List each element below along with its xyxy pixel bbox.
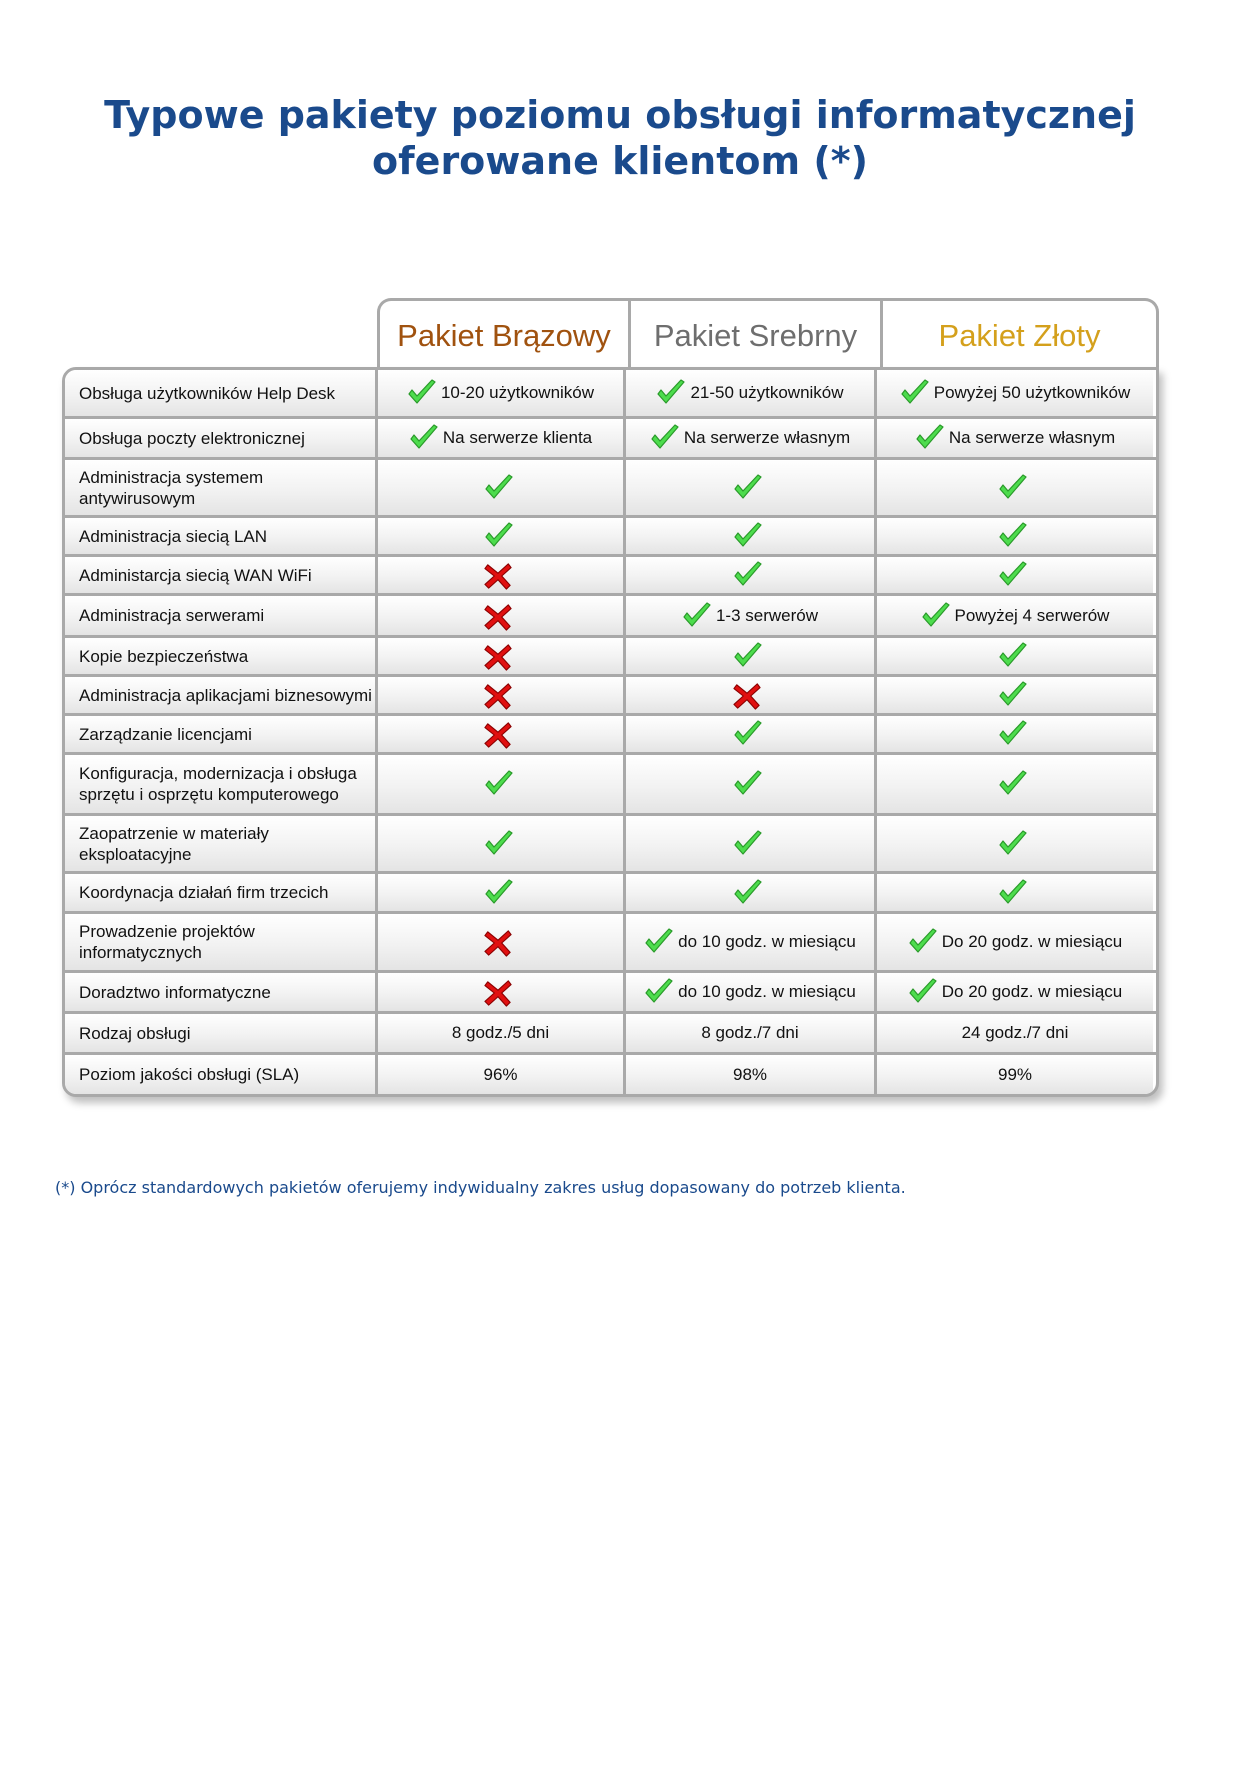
table-header (377, 298, 1159, 370)
green-check-icon (908, 928, 938, 956)
green-check-icon (733, 474, 763, 502)
cell-silver (626, 755, 877, 813)
cell-bronze (378, 518, 626, 554)
red-x-icon (484, 681, 514, 709)
table-row (65, 816, 1156, 874)
cell-silver (626, 816, 877, 871)
cell-bronze (378, 1014, 626, 1052)
green-check-icon (908, 978, 938, 1006)
red-x-icon (484, 602, 514, 630)
cell-bronze (378, 677, 626, 713)
cell-silver (626, 460, 877, 515)
header-silver: Pakiet Srebrny (653, 318, 858, 353)
table-row (65, 755, 1156, 816)
green-check-icon (733, 522, 763, 550)
row-label (65, 370, 378, 416)
green-check-icon (733, 720, 763, 748)
row-label-text: Zarządzanie licencjami (79, 724, 252, 744)
cell-text: Powyżej 50 użytkowników (933, 383, 1131, 402)
row-label (65, 1055, 378, 1094)
table-row (65, 596, 1156, 638)
row-label-text: Zaopatrzenie w materiały eksploatacyjne (79, 823, 269, 864)
green-check-icon (733, 879, 763, 907)
green-check-icon (682, 602, 712, 630)
green-check-icon (484, 830, 514, 858)
cell-bronze (378, 557, 626, 593)
row-label-text: Administracja systemem antywirusowym (79, 467, 264, 508)
cell-silver (626, 419, 877, 457)
cell-text: 24 godz./7 dni (961, 1023, 1069, 1042)
table-row (65, 460, 1156, 518)
red-x-icon (484, 720, 514, 748)
green-check-icon (656, 379, 686, 407)
row-label-text: Poziom jakości obsługi (SLA) (79, 1065, 300, 1084)
cell-text: 1-3 serwerów (715, 605, 819, 625)
green-check-icon (484, 474, 514, 502)
cell-gold (877, 370, 1153, 416)
cell-bronze (378, 1055, 626, 1094)
green-check-icon (733, 642, 763, 670)
row-label (65, 677, 378, 713)
green-check-icon (484, 770, 514, 798)
row-label (65, 460, 378, 515)
footnote: (*) Oprócz standardowych pakietów oferujemy indywidualny zakres usług dopasowany do potrzeb klienta. (55, 1178, 906, 1197)
cell-gold (877, 973, 1153, 1011)
table-row (65, 419, 1156, 460)
row-label (65, 596, 378, 635)
green-check-icon (900, 379, 930, 407)
cell-text: Na serwerze własnym (948, 428, 1116, 447)
title-line-1: Typowe pakiety poziomu obsługi informatycznej (104, 93, 1136, 137)
green-check-icon (998, 642, 1028, 670)
table-row (65, 557, 1156, 596)
table-row (65, 638, 1156, 677)
green-check-icon (915, 424, 945, 452)
row-label (65, 557, 378, 593)
green-check-icon (650, 424, 680, 452)
cell-silver (626, 370, 877, 416)
cell-bronze (378, 370, 626, 416)
row-label (65, 419, 378, 457)
cell-silver (626, 716, 877, 752)
cell-bronze (378, 973, 626, 1011)
green-check-icon (484, 522, 514, 550)
table-row (65, 518, 1156, 557)
cell-silver (626, 1014, 877, 1052)
row-label (65, 1014, 378, 1052)
cell-silver (626, 557, 877, 593)
green-check-icon (998, 879, 1028, 907)
cell-text: 99% (997, 1064, 1033, 1084)
cell-text: do 10 godz. w miesiącu (678, 932, 856, 951)
green-check-icon (998, 720, 1028, 748)
row-label-text: Administracja siecią LAN (79, 526, 268, 546)
cell-text: 96% (483, 1064, 518, 1084)
cell-silver (626, 638, 877, 674)
cell-bronze (378, 755, 626, 813)
cell-silver (626, 1055, 877, 1094)
cell-gold (877, 1014, 1153, 1052)
row-label-text: Administarcja siecią WAN WiFi (79, 565, 312, 585)
row-label-text: Rodzaj obsługi (79, 1023, 191, 1043)
row-label-text: Administracja aplikacjami biznesowymi (79, 685, 372, 705)
red-x-icon (484, 978, 514, 1006)
cell-gold (877, 677, 1153, 713)
red-x-icon (484, 642, 514, 670)
cell-gold (877, 755, 1153, 813)
table-body (62, 367, 1159, 1097)
cell-silver (626, 874, 877, 911)
cell-silver (626, 914, 877, 970)
cell-text: 8 godz./7 dni (701, 1023, 799, 1042)
cell-text: 10-20 użytkowników (440, 383, 595, 402)
cell-text: 21-50 użytkowników (690, 383, 844, 402)
row-label-text: Obsługa użytkowników Help Desk (79, 383, 336, 403)
row-label (65, 755, 378, 813)
table-row (65, 370, 1156, 419)
cell-silver (626, 677, 877, 713)
cell-bronze (378, 716, 626, 752)
table-row (65, 716, 1156, 755)
cell-gold (877, 816, 1153, 871)
cell-gold (877, 419, 1153, 457)
row-label (65, 874, 378, 911)
cell-bronze (378, 874, 626, 911)
cell-text: 8 godz./5 dni (451, 1023, 550, 1042)
green-check-icon (921, 602, 951, 630)
row-label-text: Prowadzenie projektów informatycznych (79, 922, 255, 962)
row-label (65, 638, 378, 674)
cell-text: Na serwerze własnym (683, 428, 851, 447)
cell-gold (877, 557, 1153, 593)
green-check-icon (733, 830, 763, 858)
table-row (65, 914, 1156, 973)
cell-gold (877, 460, 1153, 515)
red-x-icon (733, 681, 763, 709)
cell-text: do 10 godz. w miesiącu (678, 982, 856, 1001)
cell-gold (877, 874, 1153, 911)
cell-silver (626, 518, 877, 554)
green-check-icon (644, 978, 674, 1006)
cell-text: Do 20 godz. w miesiącu (941, 982, 1123, 1001)
row-label-text: Administracja serwerami (79, 606, 265, 625)
red-x-icon (484, 561, 514, 589)
green-check-icon (998, 681, 1028, 709)
green-check-icon (409, 424, 439, 452)
green-check-icon (998, 522, 1028, 550)
green-check-icon (484, 879, 514, 907)
cell-silver (626, 973, 877, 1011)
cell-gold (877, 914, 1153, 970)
cell-gold (877, 1055, 1153, 1094)
cell-gold (877, 518, 1153, 554)
green-check-icon (998, 474, 1028, 502)
table-row (65, 874, 1156, 914)
row-label-text: Obsługa poczty elektronicznej (79, 428, 305, 448)
cell-gold (877, 716, 1153, 752)
cell-gold (877, 638, 1153, 674)
row-label (65, 973, 378, 1011)
row-label (65, 518, 378, 554)
table-row (65, 1014, 1156, 1055)
header-gold: Pakiet Złoty (938, 318, 1101, 353)
cell-bronze (378, 638, 626, 674)
cell-text: Do 20 godz. w miesiącu (941, 932, 1123, 951)
row-label (65, 914, 378, 970)
green-check-icon (644, 928, 674, 956)
cell-bronze (378, 596, 626, 635)
green-check-icon (407, 379, 437, 407)
cell-gold (877, 596, 1153, 635)
cell-bronze (378, 460, 626, 515)
cell-text: 98% (732, 1064, 768, 1084)
table-row (65, 973, 1156, 1014)
cell-bronze (378, 816, 626, 871)
page-title (0, 92, 1240, 184)
green-check-icon (733, 561, 763, 589)
row-label (65, 716, 378, 752)
cell-bronze (378, 419, 626, 457)
row-label-text: Doradztwo informatyczne (79, 982, 271, 1002)
red-x-icon (484, 928, 514, 956)
cell-bronze (378, 914, 626, 970)
table-row (65, 677, 1156, 716)
cell-text: Powyżej 4 serwerów (954, 605, 1110, 625)
row-label-text: Konfiguracja, modernizacja i obsługa sprzętu i osprzętu komputerowego (79, 764, 357, 804)
green-check-icon (998, 770, 1028, 798)
row-label-text: Kopie bezpieczeństwa (79, 646, 249, 666)
green-check-icon (733, 770, 763, 798)
cell-silver (626, 596, 877, 635)
green-check-icon (998, 561, 1028, 589)
table-row (65, 1055, 1156, 1094)
green-check-icon (998, 830, 1028, 858)
title-line-2: oferowane klientom (*) (372, 139, 868, 183)
row-label (65, 816, 378, 871)
row-label-text: Koordynacja działań firm trzecich (79, 883, 329, 902)
cell-text: Na serwerze klienta (442, 428, 593, 447)
header-bronze: Pakiet Brązowy (397, 318, 611, 353)
